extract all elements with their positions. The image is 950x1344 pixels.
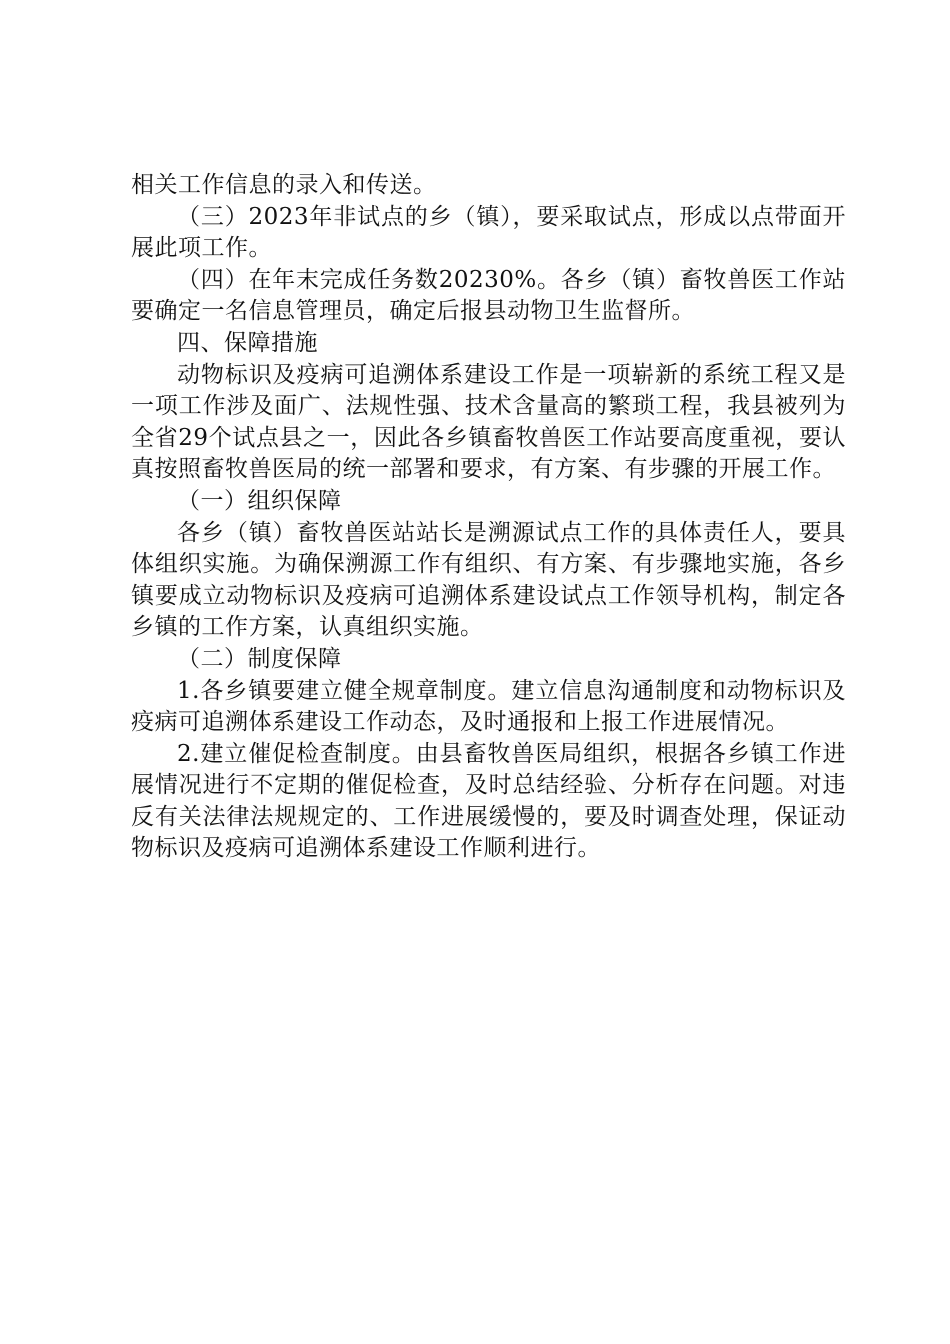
paragraph-system-rule-two: 2.建立催促检查制度。由县畜牧兽医局组织，根据各乡镇工作进展情况进行不定期的催促检查，及时总结经验、分析存在问题。对违反有关法律法规规定的、工作进展缓慢的，要及时调查处理，保证动物标识及疫病可追溯体系建设工作顺利进行。 [131, 740, 846, 862]
paragraph-continuation: 相关工作信息的录入和传送。 [131, 172, 437, 198]
paragraph-system-rule-one: 1.各乡镇要建立健全规章制度。建立信息沟通制度和动物标识及疫病可追溯体系建设工作动态，及时通报和上报工作进展情况。 [131, 677, 846, 736]
section-heading-safeguards: 四、保障措施 [177, 329, 318, 356]
subheading-system: （二）制度保障 [177, 645, 342, 672]
subheading-organization: （一）组织保障 [177, 487, 342, 514]
paragraph-item-four: （四）在年末完成任务数20230%。各乡（镇）畜牧兽医工作站要确定一名信息管理员，确定后报县动物卫生监督所。 [131, 266, 846, 325]
paragraph-organization: 各乡（镇）畜牧兽医站站长是溯源试点工作的具体责任人，要具体组织实施。为确保溯源工作有组织、有方案、有步骤地实施，各乡镇要成立动物标识及疫病可追溯体系建设试点工作领导机构，制定各乡镇的工作方案，认真组织实施。 [131, 519, 846, 641]
paragraph-item-three: （三）2023年非试点的乡（镇），要采取试点，形成以点带面开展此项工作。 [131, 203, 846, 262]
paragraph-safeguards-intro: 动物标识及疫病可追溯体系建设工作是一项崭新的系统工程又是一项工作涉及面广、法规性强、技术含量高的繁琐工程，我县被列为全省29个试点县之一，因此各乡镇畜牧兽医工作站要高度重视，要认真按照畜牧兽医局的统一部署和要求，有方案、有步骤的开展工作。 [131, 361, 846, 483]
document-body [131, 170, 846, 865]
